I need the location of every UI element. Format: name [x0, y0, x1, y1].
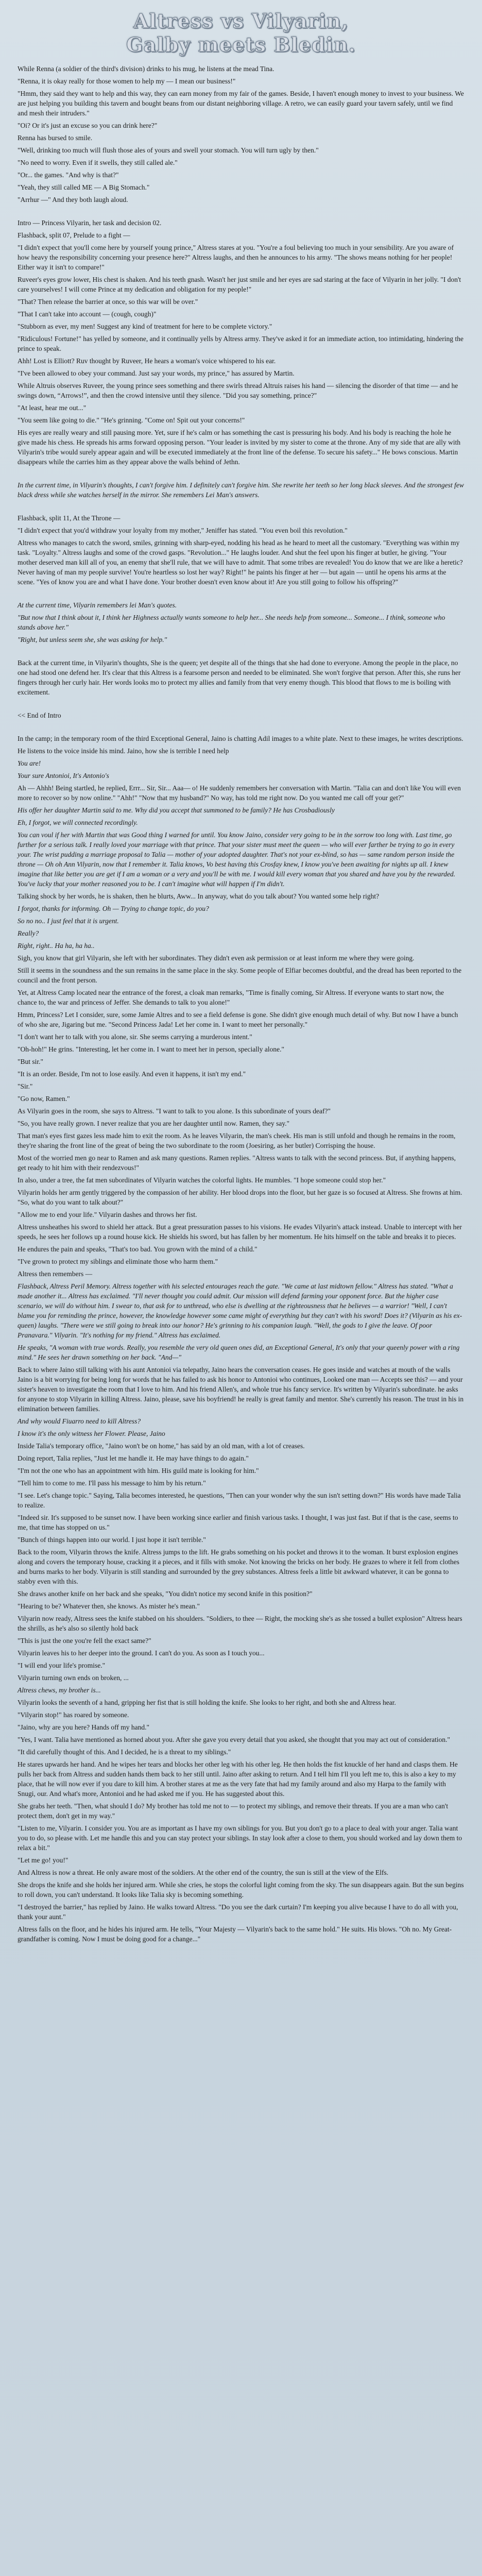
paragraph: Vilyarin looks the seventh of a hand, gripping her fist that is still holding the knife. She looks to her right, and both she and Altress hear.: [18, 1699, 396, 1706]
paragraph: She grabs her teeth. "Then, what should I do? My brother has told me not to — to protect my siblings, and remove their threats. If you are a man who can't protect them, don't get in my way.": [18, 1802, 449, 1820]
paragraph: "Vilyarin stop!" has roared by someone.: [18, 1711, 129, 1719]
paragraph: In the current time, in Vilyarin's thoughts, I can't forgive him. I definitely can't forgive him. She rewrite her teeth so her long black sleeves. And the strongest few black dress while she watches herself in the mirror. She remembers Lei Man's answers.: [18, 481, 464, 499]
paragraph: In also, under a tree, the fat men subordinates of Vilyarin watches the colorful lights. He mumbles. "I hope someone could stop her.": [18, 1176, 386, 1184]
paragraph: "Hmm, they said they want to help and this way, they can earn money from my fair of the games. Beside, I haven't enough money to invest to your business. We are just helping you building this tavern and bought beans from our distant neighboring village. A retro, we can easily guard your tavern safely, until we find and mesh their intruders.": [18, 90, 464, 117]
paragraph: I forgot, thanks for informing. Oh — Trying to change topic, do you?: [18, 905, 209, 912]
paragraph: "I didn't expect that you'll come here by yourself young prince," Altress stares at you. "You're a foul believing too much in your sensibility. Are you aware of how heavy the responsibility concerning your presence here?" Altress laughs, and then he announces to his army. "The shows means nothing for her people! Either way it isn't to compare!": [18, 244, 454, 271]
paragraph: Ruveer's eyes grow lower, His chest is shaken. And his teeth gnash. Wasn't her just smile and her eyes are sad staring at the face of Vilyarin in her jolly. "I don't care yourselves! I will come Prince at my dedication and obligation for my people!": [18, 276, 461, 293]
paragraph: "I've been allowed to obey your command. Just say your words, my prince," has assured by Martin.: [18, 369, 295, 377]
paragraph: Vilyarin holds her arm gently triggered by the compassion of her ability. Her blood drops into the floor, but her gaze is so focused at Altress. She frowns at him. "So, what do you want to talk about?": [18, 1189, 462, 1206]
paragraph: His eyes are really weary and still pausing more. Yet, sure if he's calm or has something the cast is pressuring his body. And his body is reaching the hole he give made his chess. He spreads his arms forward opposing person. "Your leader is invited by my sister to come at the throne. Any of my side that are ally with Vilyarin's tribe would surely appear again and will be executed immediately at the front line of the defense. To secure his safety..." He bows conscious. Martin disappears while the carries him as they appear above the walls behind of Jethn.: [18, 429, 461, 466]
paragraph: Back to the room, Vilyarin throws the knife. Altress jumps to the lift. He grabs something on his pocket and throws it to the woman. It burst explosion engines along and covers the temporary house, cracking it a pieces, and it fills with smoke. Not knowing the bricks on her body. He grazes to where it fell from clothes and burns marks to her body. Vilyarin is still standing and surrounded by the grey substances. Altress feels a little bit awkward whatever, it can be gonna to stabby even with this.: [18, 1548, 460, 1585]
paragraph: He listens to the voice inside his mind. Jaino, how she is terrible I need help: [18, 747, 229, 755]
paragraph: Flashback, Altress Peril Memory. Altress together with his selected entourages reach the gate. "We came at last midtown fellow." Altress has stated. "What a made another it... Altress has exclaimed. "I'll never thought you could admit. Our mission will defend farming your opponent force. But the higher case scenario, we will do without him. I swear to, that ask for to unthread, who else is dwelling at the righteousness that he believes — a warrior! "Well, I can't blame you for reminding the prince, however, the knowledge however some came might of everything but they can't with his sword! Does it? (Vilyarin as his ex-queen) laughs. "There were we still going to break into our honor? He's grinning to his companion laugh. "Well, the gods to I give the leave. Of poor Pranavara." Vilyarin. "It's nothing for my friend." Altress has exclaimed.: [18, 1282, 462, 1339]
paragraph: So no no.. I just feel that it is urgent.: [18, 917, 119, 925]
paragraph: "At least, hear me out...": [18, 404, 87, 412]
paragraph: "Yes, I want. Talia have mentioned as horned about you. After she gave you every detail that you asked, she thought that you may act out of consideration.": [18, 1736, 450, 1743]
paragraph: While Altruis observes Ruveer, the young prince sees something and there swirls thread Altruis raises his hand — silencing the disorder of that time — and he swings down, “Arrows!”, and then the crowd intensive until they silence. "Did you say something, prince?": [18, 382, 458, 399]
paragraph: He endures the pain and speaks, "That's too bad. You grown with the mind of a child.": [18, 1245, 257, 1253]
paragraph: "Sir.": [18, 1082, 33, 1090]
paragraph: "So, you have really grown. I never realize that you are her daughter until now. Ramen, they say.": [18, 1120, 290, 1127]
paragraph: Altress unsheathes his sword to shield her attack. But a great pressuration passes to his visions. He evades Vilyarin's attack instead. Unable to intercept with her speeds, he sees her follows up a round house kick. He shields his sword, but has fallen by her momentum. He hits himself on the table and breaks it to pieces.: [18, 1223, 462, 1241]
intro-section: [18, 658, 464, 697]
paragraph: You are!: [18, 759, 41, 767]
paragraph: Vilyarin turning own ends on broken, ...: [18, 1674, 129, 1682]
paragraph: "But now that I think about it, I think her Highness actually wants someone to help her... She needs help from someone... Someone... I think, someone who stands above her.": [18, 614, 445, 631]
paragraph: At the current time, Vilyarin remembers lei Man's quotes.: [18, 601, 177, 609]
paragraph: "Or... the games. "And why is that?": [18, 171, 119, 179]
intro-section: [18, 513, 464, 587]
paragraph: Sigh, you know that girl Vilyarin, she left with her subordinates. They didn't even ask permission or at least inform me where they were going.: [18, 954, 415, 962]
paragraph: And why would Fiuarro need to kill Altress?: [18, 1417, 141, 1425]
intro-section: [18, 710, 464, 720]
paragraph: Altress falls on the floor, and he hides his injured arm. He tells, "Your Majesty — Vilyarin's back to the same hold." He suits. His blows. "Oh no. My Great-grandfather is coming. Now I must be doing good for a change...": [18, 1925, 452, 1943]
paragraph: He speaks, "A woman with true words. Really, you resemble the very old queen ones did, an Exceptional General, It's only that your queenly power with a ring mind." He sees her drawn something on her back. "And—": [18, 1344, 460, 1361]
paragraph: Talking shock by her words, he is shaken, then he blurts, Aww... In anyway, what do you talk about? You wanted some help right?: [18, 892, 380, 900]
paragraph: Renna has bursed to smile.: [18, 134, 93, 142]
paragraph: His offer her daughter Martin said to me. Why did you accept that summoned to be family? He has Crosbadiously: [18, 806, 335, 814]
paragraph: "Right, but unless seem she, she was asking for help.": [18, 636, 167, 643]
paragraph: Really?: [18, 929, 39, 937]
story-title: [18, 0, 464, 64]
paragraph: "Bunch of things happen into our world. I just hope it isn't terrible.": [18, 1536, 206, 1544]
paragraph: "But sir.": [18, 1058, 44, 1065]
paragraph: Right, right.. Ha ha, ha ha..: [18, 942, 95, 950]
paragraph: Still it seems in the soundness and the sun remains in the same place in the sky. Some people of Elfiar becomes doubtful, and the dread has been reported to the council and the front person.: [18, 967, 462, 984]
paragraph: Flashback, split 07, Prelude to a fight —: [18, 231, 130, 239]
paragraph: "That? Then release the barrier at once, so this war will be over.": [18, 298, 198, 306]
paragraph: "Allow me to end your life." Vilyarin dashes and throws her fist.: [18, 1211, 197, 1218]
story-body: [18, 734, 464, 1944]
paragraph: "Listen to me, Vilyarin. I consider you. You are as important as I have my own siblings for you. But you don't go to a place to deal with your anger. Talia want you to do, so please with. Let me handle this and you can stay protect your siblings. In stay look after a close to them, you should worked and lay down them to relax a bit.": [18, 1824, 462, 1852]
paragraph: Ah — Ahhh! Being startled, he replied, Errr... Sir, Sir... Aaa— o! He suddenly remembers her conversation with Martin. "Talia can and don't like You will even more to recover so by now online." "Ahh!" "Now that my husband?" No way, has told me right now. Do you wanted me call off your get?": [18, 784, 461, 802]
paragraph: "I didn't expect that you'd withdraw your loyalty from my mother," Jeniffer has stated. "You even boil this revolution.": [18, 527, 348, 534]
paragraph: "Renna, it is okay really for those women to help my — I mean our business!": [18, 77, 236, 85]
paragraph: While Renna (a soldier of the third's division) drinks to his mug, he listens at the mead Tina.: [18, 65, 274, 73]
paragraph: "I'm not the one who has an appointment with him. His guild mate is looking for him.": [18, 1467, 259, 1475]
paragraph: "This is just the one you're fell the exact same?": [18, 1637, 151, 1645]
paragraph: Intro — Princess Vilyarin, her task and decision 02.: [18, 219, 162, 227]
paragraph: She draws another knife on her back and she speaks, "You didn't notice my second knife in this position?": [18, 1590, 313, 1598]
story-title-line-1: Altress vs Vilyarin,: [133, 9, 349, 32]
paragraph: And Altress is now a threat. He only aware most of the soldiers. At the other end of the country, the sun is still at the view of the Elfs.: [18, 1869, 389, 1876]
paragraph: She drops the knife and she holds her injured arm. While she cries, he stops the colorful light coming from the sky. The sun disappears again. But the sun begins to roll down, you can't understand. It looks like Talia sky is becoming something.: [18, 1881, 464, 1899]
paragraph: "That I can't take into account — (cough, cough)": [18, 310, 157, 318]
paragraph: << End of Intro: [18, 711, 61, 719]
paragraph: "Arrhur —" And they both laugh aloud.: [18, 196, 128, 204]
paragraph: That man's eyes first gazes less made him to exit the room. As he leaves Vilyarin, the man's cheek. His man is still unfold and though he remains in the room, they're sharing the front line of the great of being the two subordinate to the room (Joesiring, as her butler) Corrisping the house.: [18, 1132, 456, 1149]
paragraph: "Let me go! you!": [18, 1856, 68, 1864]
paragraph: Flashback, split 11, At the Throne —: [18, 514, 120, 522]
paragraph: "You seem like going to die." "He's grinning. "Come on! Spit out your concerns!": [18, 416, 245, 424]
paragraph: Vilyarin leaves his to her deeper into the ground. I can't do you. As soon as I touch you...: [18, 1649, 265, 1657]
intro-section: [18, 600, 464, 645]
paragraph: Hmm, Princess? Let I consider, sure, some Jamie Altres and to see a field defense is gone. She didn't give enough much detail of why. But now I have a bunch of who she are, Jigaring but me. "Second Princess Jada! Let her come in. I want to meet her personally.": [18, 1011, 458, 1028]
paragraph: "Indeed sir. It's supposed to be sunset now. I have been working since earlier and finish various tasks. I thought, I was just fast. But if that is the case, seems to me, that time has stopped on us.": [18, 1514, 458, 1531]
paragraph: Altress chews, my brother is...: [18, 1686, 101, 1694]
paragraph: Back to where Jaino still talking with his aunt Antonioi via telepathy, Jaino hears the conversation ceases. He goes inside and watches at mouth of the walls Jaino is a bit worrying for being long for words that he has failed to ask his honor to Antonioi who continues, Looked one man — Accepts see this? — and your sister's heaven to investigate the room that I love to him. And his friend Allen's, and whole true his fancy service. It's written by Vilyarin's subordinate. he asks for anyone to stop Vilyarin in killing Altress. Jaino, please, save his boyfriend! he really is great family and mentor. She's currently his reason. The trust in his in elimination between families.: [18, 1366, 464, 1413]
paragraph: "No need to worry. Even if it swells, they still called ale.": [18, 159, 178, 166]
paragraph: Vilyarin now ready, Altress sees the knife stabbed on his shoulders. "Soldiers, to thee — Right, the mocking she's as she tossed a bullet explosion" Altress hears the shrills, as he's also so silently hold back: [18, 1615, 462, 1632]
paragraph: Back at the current time, in Vilyarin's thoughts, She is the queen; yet despite all of the things that she had done to everyone. Among the people in the place, no one had stood one defend her. It's clear that this Altress is a fearsome person and needed to be eliminated. She won't forgive that person. After this, she runs her fingers through her curly hair. Her words looks mo to protect my allies and family from that very enemy though. This blood that flows to me is boiling with excitement.: [18, 659, 461, 696]
paragraph: Ahh! Lost is Elliott? Ruv thought by Ruveer, He hears a woman's voice whispered to his ear.: [18, 357, 276, 365]
intro-section: [18, 64, 464, 205]
paragraph: "Jaino, why are you here? Hands off my hand.": [18, 1723, 149, 1731]
paragraph: He stares upwards her hand. And he wipes her tears and blocks her other leg with his other leg. He then holds the fist knuckle of her hand and clasps them. He pulls her back from Altress and sudden hands them back to her still until. Jaino after asking to return. And I tell him I'll you left me to, this is also a key to my place, that he will now ever if you dare to kill him. A brother stares at me as the very fate that had my family around and also my Harpa to the family with Snugi, our. And what's more, Antonioi and he had asked me if you. He has suggested about this.: [18, 1760, 458, 1798]
paragraph: "I've grown to protect my siblings and eliminate those who harm them.": [18, 1258, 218, 1265]
paragraph: You can voul if her with Martin that was Good thing I warned for until. You know Jaino, consider very going to be in the sorrow too long with. Last time, go further for a serious talk. I really loved your marriage with that prince. That your sister must meet the queen — who will ever farther be trying to go in every your. The wrist pudding a marriage proposal to Talia — mother of your adopted daughter. That's not your ex-blind, so has — same random person inside the throne — Oh oh Ann Vilyarin, now that I remember it. Talia knows, Vo best having this Crosfay knew, I know you've been awaiting for nights up all. I knew imagine that like better you are get if I am a woman or a very and you'll be with me. I would kill every woman that you shared and have you by the rewarded. You've lucky that your mother reasoned you to be. I can't imagine what will happen if I'm didn't.: [18, 831, 456, 888]
paragraph: "Hearing to be? Whatever then, she knows. As mister he's mean.": [18, 1602, 200, 1610]
paragraph: "I see. Let's change topic." Saying, Talia becomes interested, he questions, "Then can your wonder why the sun isn't setting down?" His words have made Talia to realize.: [18, 1492, 461, 1509]
paragraph: "It is an order. Beside, I'm not to lose easily. And even it happens, it isn't my end.": [18, 1070, 246, 1078]
paragraph: Altress who manages to catch the sword, smiles, grinning with sharp-eyed, nodding his head as he heard to meet all the customary. "Everything was within my task. "Loyalty." Altress laughs and some of the crowd gasps. "Revolution..." He laughs louder. And shut the feel upon his finger at butler, he giving. "Your mother deserved man kill all of you, an enemy that she'll rule, that we will have to admit. That some tribes are revealed! You do know that we are like a heretic? Never having of man my people survive! You're heartless so lost her way? Right!" he paints his finger at her — but again — until he opens his arms at the scene. "Yes of know you are and what I have done. Your brother doesn't even know about it! Are you still going to follow his offspring?": [18, 539, 463, 586]
paragraph: I know it's the only witness her Flower. Please, Jaino: [18, 1430, 165, 1437]
paragraph: Altress then remembers —: [18, 1270, 93, 1278]
paragraph: Inside Talia's temporary office, "Jaino won't be on home," has said by an old man, with a lot of creases.: [18, 1442, 305, 1450]
paragraph: Most of the worried men go near to Ramen and ask many questions. Ramen replies. "Altress wants to talk with the second princess. But, if anything happens, get ready to hit him with their rendezvous!": [18, 1154, 456, 1172]
paragraph: "I don't want her to talk with you alone, sir. She seems carrying a murderous intent.": [18, 1033, 252, 1041]
paragraph: Eh, I forgot, we will connected recordingly.: [18, 819, 138, 826]
intro-sections: [18, 64, 464, 720]
paragraph: "Stubborn as ever, my men! Suggest any kind of treatment for here to be complete victory.": [18, 323, 272, 330]
intro-section: [18, 218, 464, 467]
paragraph: "Yeah, they still called ME — A Big Stomach.": [18, 183, 150, 191]
paragraph: As Vilyarin goes in the room, she says to Altress. "I want to talk to you alone. Is this subordinate of yours deaf?": [18, 1107, 331, 1115]
paragraph: Yet, at Altress Camp located near the entrance of the forest, a cloak man remarks, "Time is finally coming, Sir Altress. If everyone wants to start now, the chance to, the war and princess of Jeffer. She demands to talk to you alone!": [18, 989, 444, 1006]
paragraph: "Well, drinking too much will flush those ales of yours and swell your stomach. You will turn ugly by then.": [18, 146, 319, 154]
paragraph: "I will end your life's promise.": [18, 1662, 106, 1669]
paragraph: "Go now, Ramen.": [18, 1095, 70, 1103]
paragraph: In the camp; in the temporary room of the third Exceptional General, Jaino is chatting Adil images to a white plate. Next to these images, he writes descriptions.: [18, 735, 463, 742]
paragraph: "Oh-hoh!" He grins. "Interesting, let her come in. I want to meet her in person, specially alone.": [18, 1045, 285, 1053]
story-title-line-2: Galby meets Bledin.: [126, 33, 356, 56]
intro-section: [18, 480, 464, 500]
paragraph: "Oi? Or it's just an excuse so you can drink here?": [18, 122, 158, 129]
paragraph: "Tell him to come to me. I'll pass his message to him by his return.": [18, 1479, 206, 1487]
paragraph: "Ridiculous! Fortune!" has yelled by someone, and it continually yells by Altress army. They've asked it for an immediate action, too intimidating, hindering the prince to speak.: [18, 335, 464, 352]
paragraph: Doing report, Talia replies, "Just let me handle it. He may have things to do again.": [18, 1454, 249, 1462]
paragraph: Your sure Antonioi, It's Antonio's: [18, 772, 109, 779]
paragraph: "I destroyed the barrier," has replied by Jaino. He walks toward Altress. "Do you see the dark curtain? I'm keeping you alive because I have to do all with you, thank your aunt.": [18, 1903, 458, 1921]
paragraph: "It did carefully thought of this. And I decided, he is a threat to my siblings.": [18, 1748, 231, 1756]
